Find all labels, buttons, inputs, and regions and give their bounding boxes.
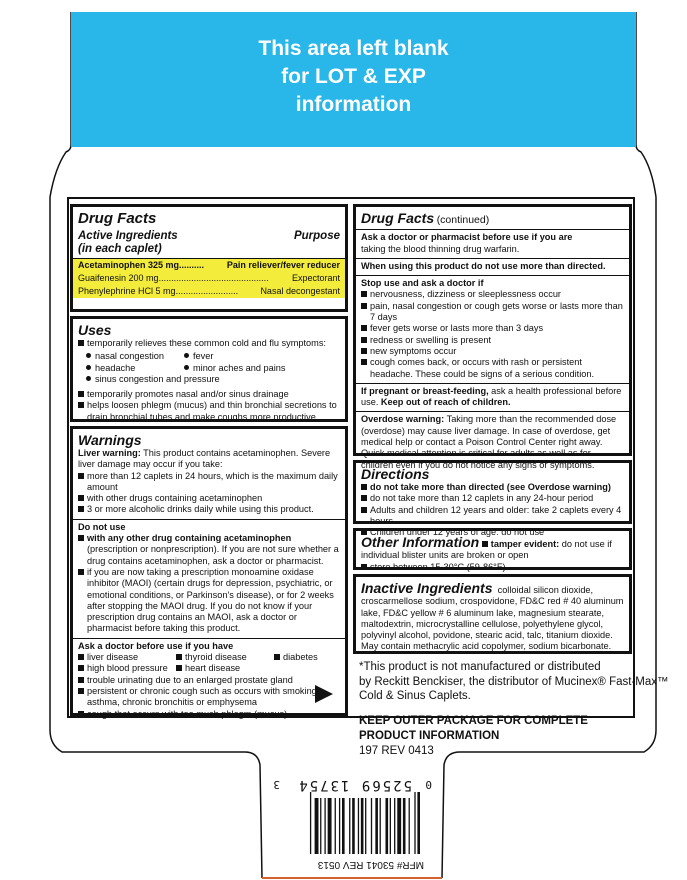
stop-item: cough comes back, or occurs with rash or persistent headache. These could be signs of a serious condition. (370, 357, 595, 379)
barcode-bar (315, 798, 319, 854)
barcode-bar (339, 798, 340, 854)
bullet-square-icon (78, 665, 84, 671)
bullet-square-icon (78, 688, 84, 694)
lot-line-1: This area left blank (258, 37, 449, 60)
barcode-bar (358, 798, 359, 854)
barcode-mfr-text: MFR# 53041 REV 0513 (317, 859, 424, 870)
purpose-heading: Purpose (293, 230, 340, 242)
directions-box (353, 460, 632, 538)
bullet-square-icon (482, 541, 488, 547)
barcode-number: 52569 13754 (297, 777, 412, 793)
barcode-bar (380, 798, 381, 854)
divider (356, 229, 629, 230)
inactive-heading: Inactive Ingredients (361, 580, 493, 596)
bullet-square-icon (361, 348, 367, 354)
barcode-bar (365, 798, 366, 854)
barcode-bar (403, 798, 406, 854)
barcode-bars (310, 792, 420, 854)
condition: high blood pressure (87, 663, 168, 674)
ingredient-purpose: Expectorant (291, 273, 340, 283)
symptom: fever (193, 351, 214, 362)
inactive-text: colloidal silicon dioxide, croscarmellose sodium, crospovidone, FD&C red # 40 aluminum lake, FD&C yellow # 6 aluminum lake, magnesium stearate, maltodextrin, microcrystalline cellulose, polyethylene glycol, polyvinyl alcohol, povidone, stearic acid, talc, titanium dioxide. May contain methacrylic acid copolymer, sodium bicarbonate. (361, 585, 624, 652)
continued-title: Drug Facts (361, 210, 435, 226)
barcode-bar (361, 798, 364, 854)
ingredient-name: Acetaminophen 325 mg (78, 260, 180, 270)
liver-item: with other drugs containing acetaminophen (87, 493, 263, 504)
bullet-square-icon (78, 495, 84, 501)
barcode-bar (335, 798, 336, 854)
barcode-bar (352, 798, 355, 854)
barcode-bar (386, 798, 389, 854)
uses-heading: Uses (78, 322, 112, 338)
barcode (262, 775, 440, 878)
tamper-text: do not use if individual blister units are broken or open (361, 539, 612, 561)
inactive-ingredients-box (353, 574, 632, 654)
condition-item: persistent or chronic cough such as occurs with smoking, asthma, chronic bronchitis or emphysema (87, 685, 320, 708)
bullet-square-icon (361, 291, 367, 297)
barcode-bar (320, 798, 321, 854)
barcode-right-digit: 3 (273, 778, 280, 791)
divider (356, 411, 629, 412)
uses-box (70, 316, 348, 422)
bullet-square-icon (78, 654, 84, 660)
bullet-square-icon (361, 303, 367, 309)
symptom: minor aches and pains (193, 362, 286, 373)
directions-heading: Directions (361, 466, 430, 482)
barcode-bar (371, 798, 372, 854)
bullet-square-icon (176, 654, 182, 660)
barcode-bar (394, 798, 395, 854)
divider (356, 275, 629, 276)
ingredient-row (73, 258, 345, 272)
barcode-left-digit: 0 (425, 778, 432, 791)
tamper-label: tamper evident: (490, 539, 560, 549)
bullet-dot-icon (184, 365, 189, 370)
other-info-heading: Other Information (361, 534, 480, 550)
disclaimer-line: Cold & Sinus Caplets. (359, 690, 471, 702)
bullet-dot-icon (86, 376, 91, 381)
other-info-box (353, 528, 632, 570)
ingredient-dots: .......... (179, 260, 205, 270)
barcode-bar (375, 798, 378, 854)
warnings-heading: Warnings (78, 432, 142, 448)
liver-item: 3 or more alcoholic drinks daily while using this product. (87, 504, 314, 515)
pregnant-text: ask a health professional before use. (361, 385, 622, 408)
ingredient-name: Guaifenesin 200 mg (78, 273, 159, 283)
continued-box (353, 204, 632, 470)
bullet-square-icon (78, 391, 84, 397)
barcode-bar (342, 798, 345, 854)
bullet-dot-icon (86, 353, 91, 358)
bullet-square-icon (361, 359, 367, 365)
overdose-label: Overdose warning: (361, 414, 445, 425)
ask-doctor-heading: Ask a doctor before use if you have (78, 640, 234, 651)
bullet-square-icon (361, 484, 367, 490)
ingredient-dots: ............................................ (158, 273, 269, 283)
keep-package-note (359, 714, 588, 743)
bullet-square-icon (78, 569, 84, 575)
stop-item: new symptoms occur (370, 345, 457, 356)
condition: thyroid disease (185, 652, 247, 663)
bullet-square-icon (274, 654, 280, 660)
condition: heart disease (185, 663, 241, 674)
pregnant-label: If pregnant or breast-feeding, (361, 385, 489, 396)
dnu-item-bold: with any other drug containing acetaminophen (87, 533, 292, 544)
direction-item: Children under 12 years of age: do not use (370, 527, 545, 538)
condition-item: trouble urinating due to an enlarged prostate gland (87, 674, 293, 685)
divider (356, 383, 629, 384)
bullet-square-icon (361, 337, 367, 343)
overdose-text: Taking more than the recommended dose (overdose) may cause liver damage. In case of overdose, get medical help or contact a Poison Control Center right away. Quick medical attention is critical for adults as well as for children even if you do not notice any signs or symptoms. (361, 414, 617, 470)
storage-text: store between 15-30°C (59-86°F) (370, 561, 506, 572)
continued-label: (continued) (436, 214, 490, 226)
barcode-bar (409, 798, 410, 854)
bullet-square-icon (361, 495, 367, 501)
lot-exp-area (71, 12, 636, 147)
barcode-bar (390, 798, 391, 854)
uses-item: helps loosen phlegm (mucus) and thin bronchial secretions to drain bronchial tubes and make coughs more productive. (87, 400, 337, 422)
keep-line: PRODUCT INFORMATION (359, 729, 500, 742)
dnu-item-text: (prescription or nonprescription). If you are not sure whether a drug contains acetaminophen, ask a doctor or pharmacist. (87, 544, 339, 566)
warnings-box (70, 426, 348, 719)
barcode-bar (414, 792, 415, 854)
active-ingredients-box (70, 204, 348, 312)
do-not-use-heading: Do not use (78, 521, 126, 532)
condition: liver disease (87, 652, 139, 663)
lot-line-3: information (295, 93, 412, 116)
ingredient-purpose: Nasal decongestant (260, 286, 340, 296)
divider (73, 638, 345, 639)
bullet-square-icon (361, 325, 367, 331)
stop-item: nervousness, dizziness or sleeplessness occur (370, 289, 561, 300)
revision-code: 197 REV 0413 (359, 745, 434, 757)
when-using-text: When using this product do not use more than directed. (361, 260, 606, 271)
ingredient-dots: ......................... (175, 286, 239, 296)
stop-item: pain, nasal congestion or cough gets worse or lasts more than 7 days (370, 300, 623, 323)
bullet-dot-icon (86, 365, 91, 370)
barcode-bar (349, 798, 350, 854)
barcode-bar (310, 792, 311, 854)
uses-intro: temporarily relieves these common cold and flu symptoms: (87, 338, 326, 348)
condition: diabetes (283, 652, 318, 663)
stop-item: redness or swelling is present (370, 334, 492, 345)
bullet-square-icon (361, 507, 367, 513)
bullet-square-icon (176, 665, 182, 671)
bullet-square-icon (78, 677, 84, 683)
keep-out-text: Keep out of reach of children. (380, 397, 511, 408)
bullet-square-icon (78, 402, 84, 408)
disclaimer-line: by Reckitt Benckiser, the distributor of Mucinex® Fast-Max™ (359, 675, 669, 688)
direction-item: do not take more than 12 caplets in any 24-hour period (370, 493, 594, 504)
symptom: nasal congestion (95, 351, 164, 362)
uses-item: temporarily promotes nasal and/or sinus drainage (87, 389, 289, 400)
disclaimer-line: *This product is not manufactured or distributed (359, 661, 601, 673)
bullet-dot-icon (184, 353, 189, 358)
active-ingredients-sub: (in each caplet) (78, 243, 162, 255)
stop-use-heading: Stop use and ask a doctor if (361, 278, 484, 289)
continue-arrow-icon (315, 685, 333, 703)
barcode-bar (324, 798, 325, 854)
direction-item: Adults and children 12 years and older: take 2 caplets every 4 hours (370, 504, 622, 526)
lot-line-2: for LOT & EXP (281, 65, 426, 88)
ask-pharmacist-text: taking the blood thinning drug warfarin. (361, 243, 520, 254)
barcode-graphic (262, 775, 440, 878)
bullet-square-icon (78, 506, 84, 512)
drug-facts-panel (67, 197, 635, 718)
barcode-bar (397, 798, 401, 854)
stop-item: fever gets worse or lasts more than 3 days (370, 323, 544, 334)
dnu-item-text: if you are now taking a prescription monoamine oxidase inhibitor (MAOI) (certain drugs for depression, psychiatric, or emotional conditions, or Parkinson's disease), or for 2 weeks after stopping the MAOI drug. If you do not know if your prescription drug contains an MAOI, ask a doctor or pharmacist before taking this product. (87, 566, 334, 634)
bullet-square-icon (78, 473, 84, 479)
ask-pharmacist-heading: Ask a doctor or pharmacist before use if you are (361, 232, 573, 243)
bullet-square-icon (78, 535, 84, 541)
condition-item: cough that occurs with too much phlegm (mucus) (87, 708, 288, 719)
barcode-bar (328, 798, 332, 854)
symptom: sinus congestion and pressure (95, 373, 220, 384)
symptom: headache (95, 362, 136, 373)
active-ingredients-heading: Active Ingredients (78, 230, 178, 242)
ingredient-row (73, 272, 345, 285)
divider (73, 519, 345, 520)
ingredient-name: Phenylephrine HCl 5 mg (78, 286, 176, 296)
divider (356, 258, 629, 259)
keep-line: KEEP OUTER PACKAGE FOR COMPLETE (359, 715, 588, 727)
disclaimer (359, 660, 669, 704)
liver-warning-label: Liver warning: (78, 448, 141, 458)
barcode-bar (417, 792, 420, 854)
ingredient-row (73, 285, 345, 298)
liver-warning-text: This product contains acetaminophen. Severe liver damage may occur if you take: (78, 448, 331, 470)
direction-item: do not take more than directed (see Overdose warning) (370, 482, 611, 492)
liver-item: more than 12 caplets in 24 hours, which is the maximum daily amount (87, 470, 338, 492)
bullet-square-icon (78, 711, 84, 717)
bullet-square-icon (361, 564, 367, 570)
bullet-square-icon (78, 340, 84, 346)
ingredient-purpose: Pain reliever/fever reducer (226, 260, 340, 270)
drug-facts-title: Drug Facts (78, 210, 157, 227)
